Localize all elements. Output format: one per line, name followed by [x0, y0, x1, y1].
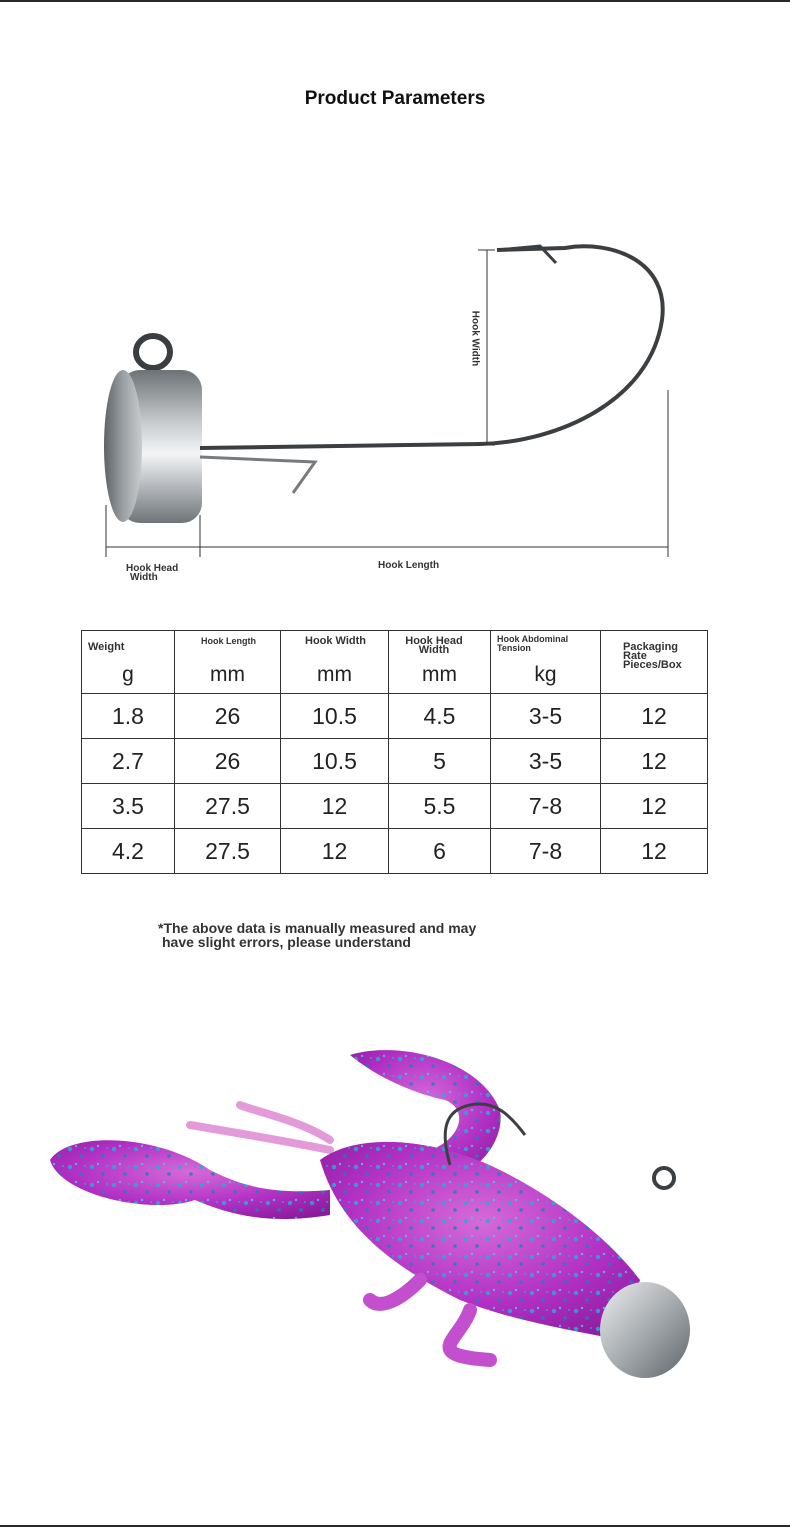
- table-header-row: [82, 631, 708, 694]
- header-hook-width: Hook Width mm: [281, 631, 389, 694]
- cell-weight: 1.8: [82, 694, 175, 739]
- cell-tension: 3-5: [491, 739, 601, 784]
- table-row: [82, 739, 708, 784]
- cell-hook-head-width: 4.5: [389, 694, 491, 739]
- cell-hook-width: 10.5: [281, 694, 389, 739]
- hook-width-label: Hook Width: [469, 310, 481, 367]
- measurement-note: [158, 921, 618, 949]
- cell-tension: 7-8: [491, 829, 601, 874]
- cell-hook-length: 27.5: [175, 829, 281, 874]
- cell-tension: 3-5: [491, 694, 601, 739]
- cell-hook-length: 27.5: [175, 784, 281, 829]
- hook-head-width-label: [126, 564, 206, 582]
- cell-hook-width: 10.5: [281, 739, 389, 784]
- lure-photo: [0, 1000, 790, 1460]
- hook-head-width-line1: Hook Head: [126, 563, 179, 574]
- cell-weight: 2.7: [82, 739, 175, 784]
- cell-hook-length: 26: [175, 694, 281, 739]
- cell-hook-width: 12: [281, 829, 389, 874]
- hook-head-width-line2: Width: [130, 572, 158, 583]
- hook-diagram: [0, 230, 790, 600]
- header-hook-length: Hook Length mm: [175, 631, 281, 694]
- table-row: [82, 694, 708, 739]
- cell-tension: 7-8: [491, 784, 601, 829]
- header-weight: Weight g: [82, 631, 175, 694]
- table-row: [82, 784, 708, 829]
- cell-weight: 3.5: [82, 784, 175, 829]
- cell-packaging: 12: [601, 694, 708, 739]
- cell-weight: 4.2: [82, 829, 175, 874]
- cell-packaging: 12: [601, 739, 708, 784]
- jig-hook-diagram-icon: [0, 230, 790, 600]
- header-hook-head-width: Hook Head Width mm: [389, 631, 491, 694]
- header-packaging-rate: Packaging Rate Pieces/Box: [601, 631, 708, 694]
- header-hook-abdominal-tension: Hook Abdominal Tension kg: [491, 631, 601, 694]
- bottom-border: [0, 1525, 790, 1527]
- cell-packaging: 12: [601, 784, 708, 829]
- cell-hook-head-width: 5: [389, 739, 491, 784]
- note-line-1: *The above data is manually measured and may: [158, 920, 477, 936]
- parameter-table: [81, 630, 708, 874]
- cell-packaging: 12: [601, 829, 708, 874]
- cell-hook-head-width: 5.5: [389, 784, 491, 829]
- cell-hook-width: 12: [281, 784, 389, 829]
- hook-length-label: Hook Length: [378, 560, 440, 571]
- top-border: [0, 0, 790, 2]
- crayfish-lure-icon: [0, 1000, 790, 1460]
- note-line-2: have slight errors, please understand: [162, 934, 411, 950]
- cell-hook-head-width: 6: [389, 829, 491, 874]
- page-title: Product Parameters: [304, 88, 486, 109]
- table-row: [82, 829, 708, 874]
- cell-hook-length: 26: [175, 739, 281, 784]
